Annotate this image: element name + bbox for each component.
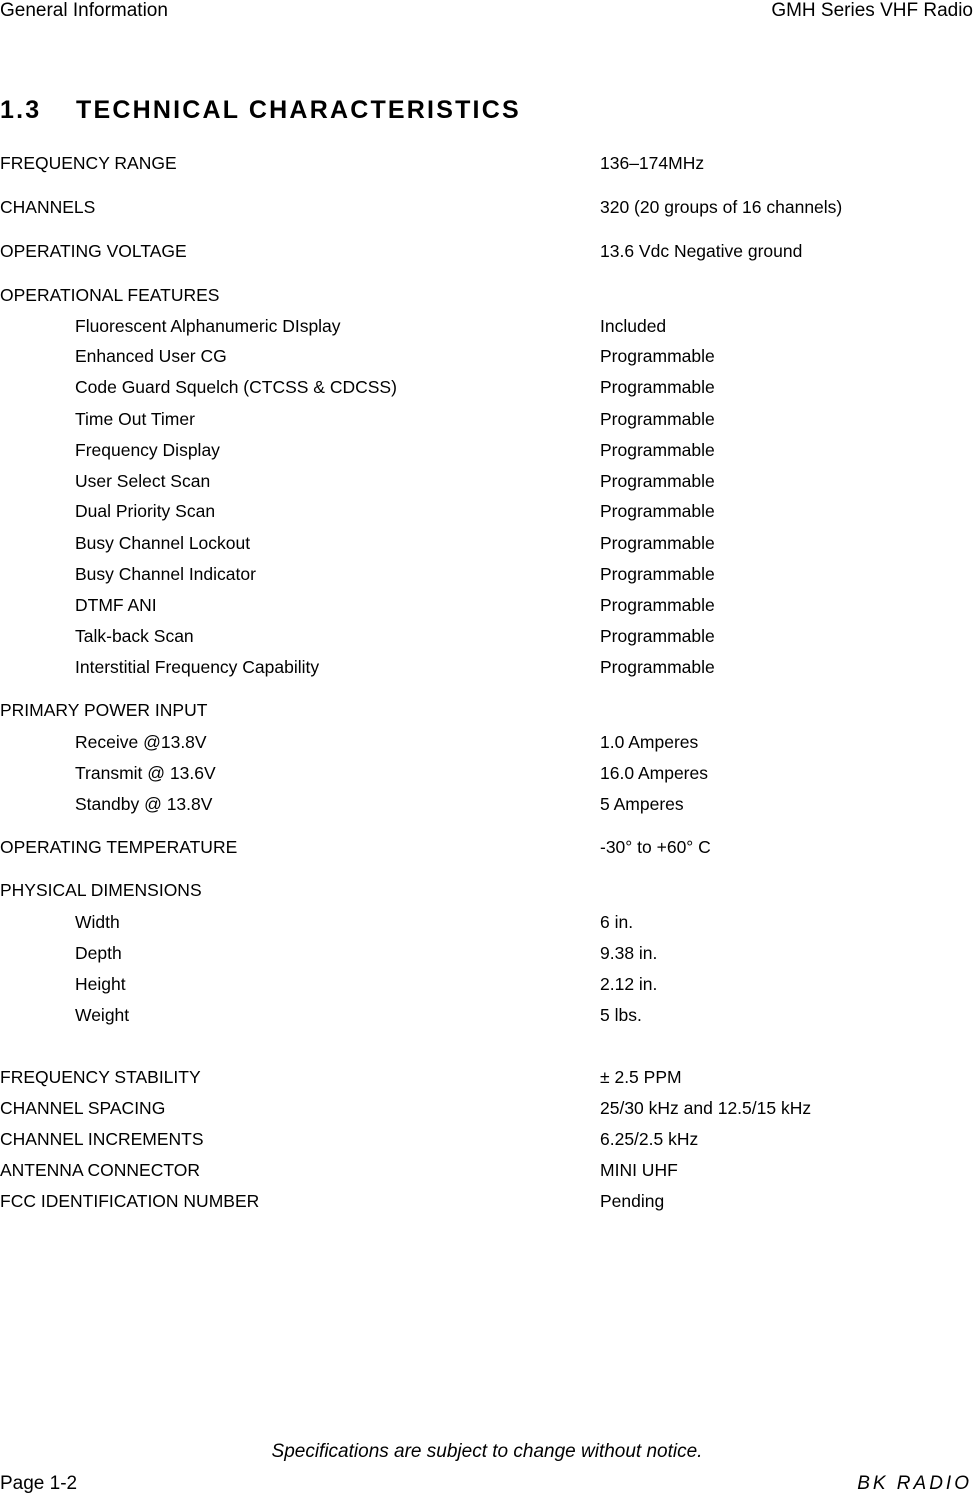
- feature-label: User Select Scan: [75, 471, 211, 491]
- spec-value-operating-voltage: 13.6 Vdc Negative ground: [600, 241, 803, 261]
- feature-value: Programmable: [600, 564, 715, 584]
- header-left-title: General Information: [0, 0, 168, 21]
- feature-value: Programmable: [600, 595, 715, 615]
- spec-value-channel-increments: 6.25/2.5 kHz: [600, 1129, 699, 1149]
- feature-value: Programmable: [600, 657, 715, 677]
- power-value: 16.0 Amperes: [600, 763, 708, 783]
- feature-value: Programmable: [600, 346, 715, 366]
- feature-label: Busy Channel Lockout: [75, 533, 251, 553]
- feature-value: Programmable: [600, 471, 715, 491]
- feature-label: Fluorescent Alphanumeric DIsplay: [75, 316, 341, 336]
- power-value: 1.0 Amperes: [600, 732, 699, 752]
- dimension-label: Height: [75, 974, 126, 994]
- spec-label-frequency-stability: FREQUENCY STABILITY: [0, 1067, 201, 1087]
- spec-label-fcc-identification-number: FCC IDENTIFICATION NUMBER: [0, 1191, 260, 1211]
- section-number: 1.3: [0, 96, 42, 124]
- spec-label-operating-temperature: OPERATING TEMPERATURE: [0, 837, 238, 857]
- spec-value-channels: 320 (20 groups of 16 channels): [600, 197, 843, 217]
- feature-label: Talk-back Scan: [75, 626, 194, 646]
- spec-label-operating-voltage: OPERATING VOLTAGE: [0, 241, 187, 261]
- feature-label: Time Out Timer: [75, 409, 195, 429]
- feature-value: Programmable: [600, 501, 715, 521]
- feature-label: Enhanced User CG: [75, 346, 227, 366]
- spec-group-operational-features: OPERATIONAL FEATURES: [0, 285, 220, 305]
- power-label: Standby @ 13.8V: [75, 794, 213, 814]
- feature-value: Included: [600, 316, 667, 336]
- spec-value-fcc-identification-number: Pending: [600, 1191, 665, 1211]
- dimension-label: Weight: [75, 1005, 130, 1025]
- spec-label-frequency-range: FREQUENCY RANGE: [0, 153, 177, 173]
- feature-label: Dual Priority Scan: [75, 501, 216, 521]
- dimension-value: 2.12 in.: [600, 974, 658, 994]
- spec-value-frequency-range: 136–174MHz: [600, 153, 705, 173]
- power-label: Receive @13.8V: [75, 732, 207, 752]
- feature-value: Programmable: [600, 377, 715, 397]
- spec-label-channel-spacing: CHANNEL SPACING: [0, 1098, 166, 1118]
- dimension-value: 5 lbs.: [600, 1005, 642, 1025]
- dimension-label: Width: [75, 912, 120, 932]
- spec-value-frequency-stability: ± 2.5 PPM: [600, 1067, 682, 1087]
- feature-label: Code Guard Squelch (CTCSS & CDCSS): [75, 377, 397, 397]
- brand-name: BK RADIO: [857, 1473, 972, 1494]
- section-heading: [0, 96, 521, 125]
- power-value: 5 Amperes: [600, 794, 684, 814]
- feature-label: Frequency Display: [75, 440, 220, 460]
- page-number: Page 1-2: [0, 1473, 78, 1494]
- power-label: Transmit @ 13.6V: [75, 763, 216, 783]
- spec-group-physical-dimensions: PHYSICAL DIMENSIONS: [0, 880, 202, 900]
- section-title: TECHNICAL CHARACTERISTICS: [76, 96, 521, 124]
- feature-value: Programmable: [600, 409, 715, 429]
- spec-label-channel-increments: CHANNEL INCREMENTS: [0, 1129, 204, 1149]
- spec-label-antenna-connector: ANTENNA CONNECTOR: [0, 1160, 200, 1180]
- spec-value-channel-spacing: 25/30 kHz and 12.5/15 kHz: [600, 1098, 812, 1118]
- footer-disclaimer: Specifications are subject to change without notice.: [271, 1441, 703, 1462]
- dimension-value: 6 in.: [600, 912, 634, 932]
- feature-label: DTMF ANI: [75, 595, 157, 615]
- feature-value: Programmable: [600, 626, 715, 646]
- feature-value: Programmable: [600, 533, 715, 553]
- spec-label-channels: CHANNELS: [0, 197, 96, 217]
- dimension-value: 9.38 in.: [600, 943, 658, 963]
- spec-value-operating-temperature: -30° to +60° C: [600, 837, 711, 857]
- dimension-label: Depth: [75, 943, 122, 963]
- spec-value-antenna-connector: MINI UHF: [600, 1160, 678, 1180]
- feature-label: Busy Channel Indicator: [75, 564, 256, 584]
- spec-group-primary-power-input: PRIMARY POWER INPUT: [0, 700, 208, 720]
- feature-label: Interstitial Frequency Capability: [75, 657, 320, 677]
- header-right-title: GMH Series VHF Radio: [771, 0, 973, 21]
- feature-value: Programmable: [600, 440, 715, 460]
